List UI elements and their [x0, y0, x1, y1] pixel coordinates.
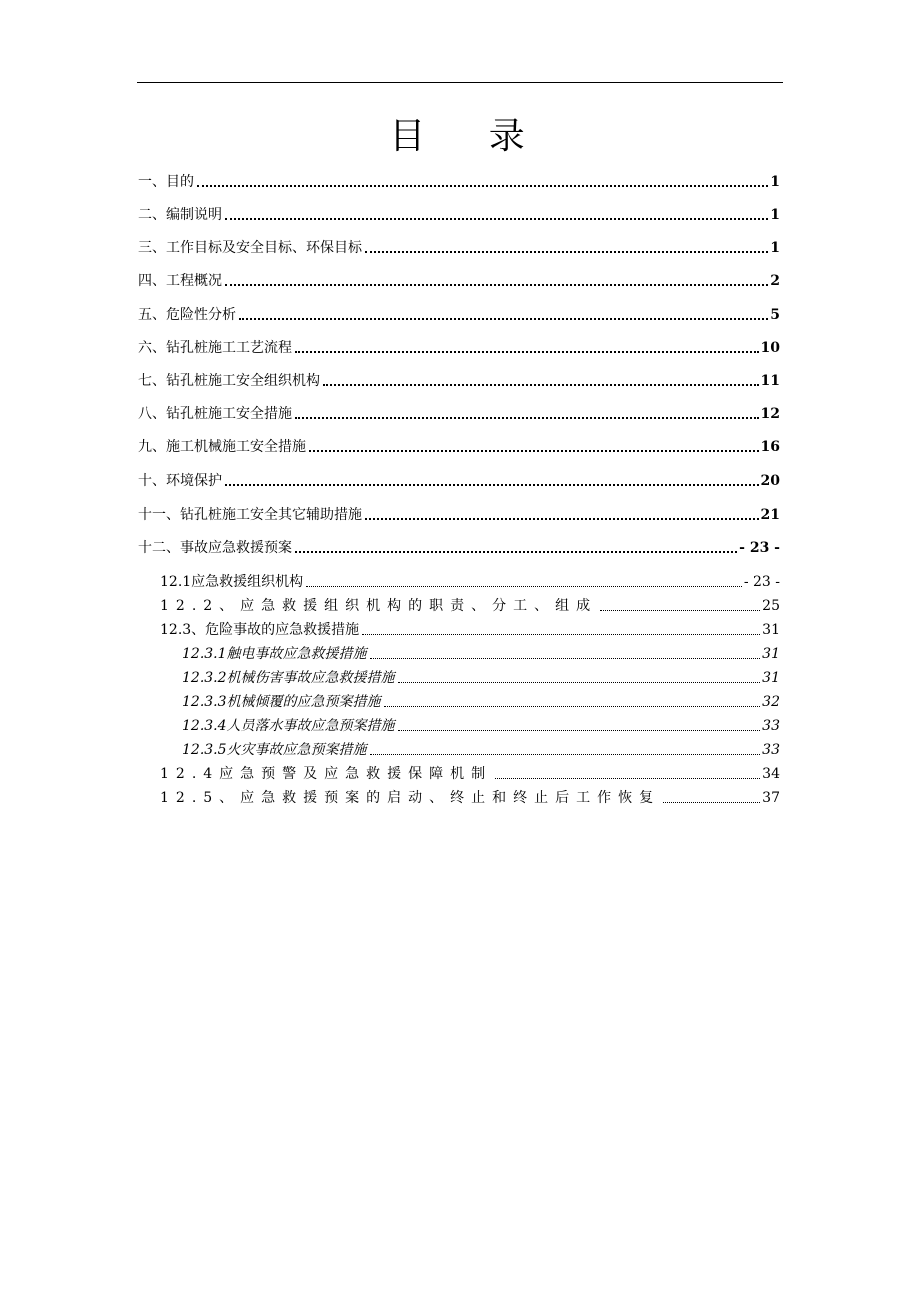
toc-entry-page: 1	[770, 240, 780, 256]
toc-leader	[295, 551, 737, 553]
toc-subsubentry-12-3-5[interactable]	[182, 740, 780, 760]
toc-leader	[398, 682, 761, 683]
toc-entry-label: 12.3.5火灾事故应急预案措施	[182, 742, 367, 758]
toc-entry-10[interactable]	[138, 471, 780, 491]
toc-entry-label: 十、环境保护	[138, 473, 222, 489]
toc-entry-5[interactable]	[138, 305, 780, 325]
toc-subentry-12-5[interactable]	[160, 788, 780, 808]
toc-entry-page: 1	[770, 174, 780, 190]
toc-entry-page: 33	[762, 718, 780, 734]
toc-entry-label: 十一、钻孔桩施工安全其它辅助措施	[138, 507, 362, 523]
toc-entry-label: 12.3.4人员落水事故应急预案措施	[182, 718, 395, 734]
toc-entry-page: 32	[762, 694, 780, 710]
toc-leader	[323, 384, 759, 386]
toc-leader	[225, 218, 768, 220]
toc-subsubentry-12-3-2[interactable]	[182, 668, 780, 688]
toc-entry-label: 四、工程概况	[138, 273, 222, 289]
toc-entry-page: 34	[762, 766, 780, 782]
toc-leader	[239, 318, 768, 320]
toc-leader	[365, 251, 768, 253]
toc-entry-page: - 23 -	[739, 540, 780, 556]
toc-entry-11[interactable]	[138, 505, 780, 525]
toc-entry-label: 一、目的	[138, 174, 194, 190]
toc-entry-page: 12	[760, 406, 780, 422]
toc-entry-page: 16	[760, 439, 780, 455]
toc-leader	[295, 351, 759, 353]
toc-entry-label: 三、工作目标及安全目标、环保目标	[138, 240, 362, 256]
toc-entry-page: 5	[770, 307, 780, 323]
toc-leader	[384, 706, 761, 707]
toc-leader	[309, 450, 759, 452]
toc-leader	[295, 417, 759, 419]
toc-entry-page: 21	[760, 507, 780, 523]
toc-entry-page: 31	[762, 646, 780, 662]
toc-leader	[197, 185, 768, 187]
toc-leader	[600, 610, 760, 611]
toc-entry-page: 20	[760, 473, 780, 489]
toc-leader	[398, 730, 761, 731]
toc-entry-page: 10	[760, 340, 780, 356]
toc-entry-9[interactable]	[138, 437, 780, 457]
toc-entry-7[interactable]	[138, 371, 780, 391]
toc-entry-label: 十二、事故应急救援预案	[138, 540, 292, 556]
toc-subentry-12-2[interactable]	[160, 596, 780, 616]
toc-leader	[370, 754, 761, 755]
toc-entry-12[interactable]	[138, 538, 780, 558]
toc-entry-6[interactable]	[138, 338, 780, 358]
toc-title: 目 录	[389, 116, 551, 157]
toc-entry-page: 11	[760, 373, 780, 389]
toc-entry-label: 五、危险性分析	[138, 307, 236, 323]
toc-leader	[370, 658, 761, 659]
toc-entry-page: 37	[762, 790, 780, 806]
toc-entry-page: 31	[762, 670, 780, 686]
toc-entry-8[interactable]	[138, 404, 780, 424]
toc-entry-page: 25	[762, 598, 780, 614]
toc-entry-label: 12.4应急预警及应急救援保障机制	[160, 766, 493, 782]
toc-entry-page: - 23 -	[743, 574, 780, 590]
toc-entry-label: 12.3.1触电事故应急救援措施	[182, 646, 367, 662]
toc-entry-page: 33	[762, 742, 780, 758]
toc-entry-4[interactable]	[138, 271, 780, 291]
toc-leader	[306, 586, 742, 587]
toc-entry-label: 八、钻孔桩施工安全措施	[138, 406, 292, 422]
toc-leader	[663, 802, 760, 803]
toc-leader	[365, 518, 759, 520]
toc-leader	[495, 778, 760, 779]
toc-leader	[225, 484, 759, 486]
toc-entry-label: 12.3.3机械倾覆的应急预案措施	[182, 694, 381, 710]
toc-entry-label: 九、施工机械施工安全措施	[138, 439, 306, 455]
toc-entry-label: 六、钻孔桩施工工艺流程	[138, 340, 292, 356]
toc-entry-page: 31	[762, 622, 780, 638]
toc-entry-label: 12.5、应急救援预案的启动、终止和终止后工作恢复	[160, 790, 661, 806]
toc-entry-label: 12.2、应急救援组织机构的职责、分工、组成	[160, 598, 598, 614]
toc-leader	[362, 634, 760, 635]
toc-subentry-12-1[interactable]	[160, 572, 780, 592]
toc-subentry-12-4[interactable]	[160, 764, 780, 784]
toc-entry-2[interactable]	[138, 205, 780, 225]
toc-subsubentry-12-3-1[interactable]	[182, 644, 780, 664]
toc-entry-page: 1	[770, 207, 780, 223]
toc-entry-label: 二、编制说明	[138, 207, 222, 223]
toc-entry-label: 12.3、危险事故的应急救援措施	[160, 622, 360, 638]
toc-entry-3[interactable]	[138, 238, 780, 258]
toc-entry-label: 12.3.2机械伤害事故应急救援措施	[182, 670, 395, 686]
toc-subentry-12-3[interactable]	[160, 620, 780, 640]
toc-entry-1[interactable]	[138, 172, 780, 192]
toc-entry-label: 七、钻孔桩施工安全组织机构	[138, 373, 320, 389]
toc-subsubentry-12-3-4[interactable]	[182, 716, 780, 736]
toc-entry-label: 12.1应急救援组织机构	[160, 574, 304, 590]
toc-leader	[225, 284, 768, 286]
toc-subsubentry-12-3-3[interactable]	[182, 692, 780, 712]
toc-entry-page: 2	[770, 273, 780, 289]
